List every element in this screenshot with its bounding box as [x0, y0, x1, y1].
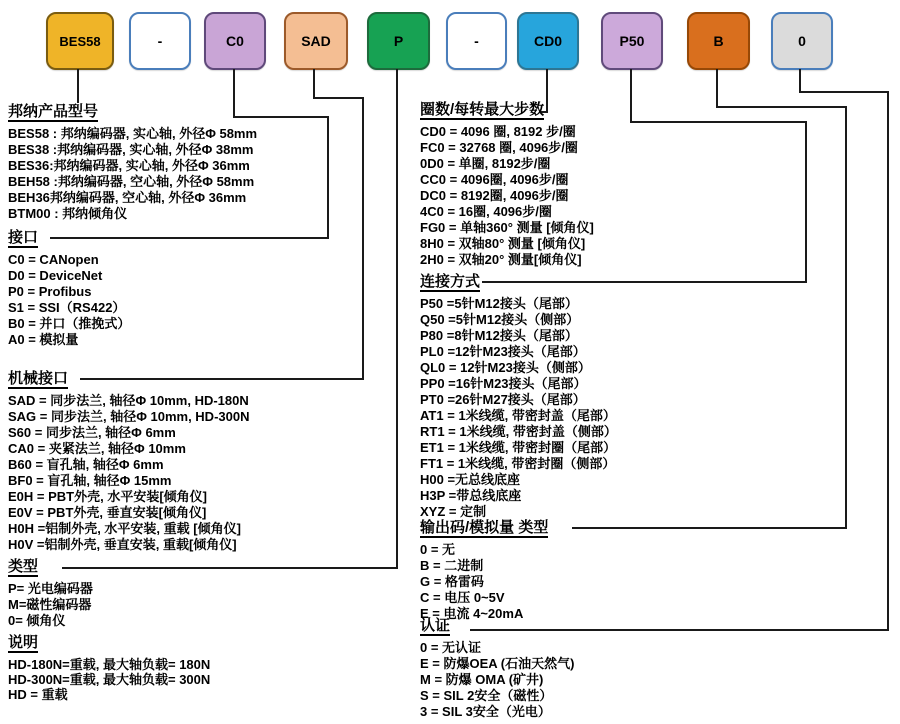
section-title: 邦纳产品型号 — [8, 103, 99, 120]
legend-item: FT1 = 1米线缆, 带密封圈（侧部） — [420, 456, 616, 471]
legend-item: 0= 倾角仪 — [8, 613, 66, 628]
legend-item: 2H0 = 双轴20° 测量[倾角仪] — [420, 252, 582, 267]
legend-item: CA0 = 夹紧法兰, 轴径Φ 10mm — [8, 441, 186, 456]
section-type — [8, 558, 93, 629]
connector-line — [845, 106, 847, 529]
legend-item: PP0 =16针M23接头（尾部） — [420, 376, 587, 391]
section-note — [8, 634, 210, 702]
legend-item: BTM00 : 邦纳倾角仪 — [8, 206, 128, 221]
legend-item: 3 = SIL 3安全（光电） — [420, 704, 551, 719]
code-box-c0: C0 — [204, 12, 266, 70]
section-title: 接口 — [8, 229, 39, 246]
legend-item: B60 = 盲孔轴, 轴径Φ 6mm — [8, 457, 164, 472]
legend-item: PL0 =12针M23接头（尾部） — [420, 344, 586, 359]
section-title: 圈数/每转最大步数 — [420, 101, 545, 118]
code-box-dash-2: - — [446, 12, 507, 70]
legend-item: S = SIL 2安全（磁性） — [420, 688, 553, 703]
legend-item: BES38 :邦纳编码器, 实心轴, 外径Φ 38mm — [8, 142, 254, 157]
section-title: 机械接口 — [8, 370, 69, 387]
connector-line — [799, 69, 801, 93]
code-box-p50: P50 — [601, 12, 663, 70]
connector-line — [805, 121, 807, 283]
legend-item: 0 = 无 — [420, 542, 456, 557]
section-product-model — [8, 103, 257, 222]
legend-item: 0 = 无认证 — [420, 640, 482, 655]
legend-item: DC0 = 8192圈, 4096步/圈 — [420, 188, 569, 203]
code-box-sad: SAD — [284, 12, 348, 70]
legend-item: P80 =8针M12接头（尾部） — [420, 328, 578, 343]
connector-line — [716, 106, 847, 108]
connector-line — [799, 91, 889, 93]
legend-item: FG0 = 单轴360° 测量 [倾角仪] — [420, 220, 594, 235]
section-title: 连接方式 — [420, 273, 481, 290]
connector-line — [630, 121, 807, 123]
section-interface — [8, 229, 130, 348]
legend-item: B = 二进制 — [420, 558, 484, 573]
legend-item: A0 = 模拟量 — [8, 332, 79, 347]
legend-item: QL0 = 12针M23接头（侧部） — [420, 360, 591, 375]
legend-item: BES36:邦纳编码器, 实心轴, 外径Φ 36mm — [8, 158, 250, 173]
legend-item: 0D0 = 单圈, 8192步/圈 — [420, 156, 551, 171]
section-connection — [420, 273, 617, 520]
legend-item: M = 防爆 OMA (矿井) — [420, 672, 544, 687]
section-title: 认证 — [420, 617, 451, 634]
legend-item: P= 光电编码器 — [8, 581, 93, 596]
connector-line — [716, 69, 718, 108]
legend-item: HD-180N=重载, 最大轴负载= 180N — [8, 657, 211, 672]
legend-item: CC0 = 4096圈, 4096步/圈 — [420, 172, 569, 187]
legend-item: FC0 = 32768 圈, 4096步/圈 — [420, 140, 578, 155]
legend-item: HD-300N=重载, 最大轴负载= 300N — [8, 672, 211, 687]
legend-item: 4C0 = 16圈, 4096步/圈 — [420, 204, 552, 219]
legend-item: P50 =5针M12接头（尾部） — [420, 296, 578, 311]
legend-item: S60 = 同步法兰, 轴径Φ 6mm — [8, 425, 176, 440]
section-turns-steps — [420, 101, 594, 268]
legend-item: H00 =无总线底座 — [420, 472, 521, 487]
legend-item: G = 格雷码 — [420, 574, 484, 589]
legend-item: SAD = 同步法兰, 轴径Φ 10mm, HD-180N — [8, 393, 249, 408]
code-box-cd0: CD0 — [517, 12, 579, 70]
legend-item: E0H = PBT外壳, 水平安装[倾角仪] — [8, 489, 207, 504]
connector-line — [887, 91, 889, 631]
legend-item: AT1 = 1米线缆, 带密封盖（尾部） — [420, 408, 616, 423]
connector-line — [313, 69, 315, 99]
section-certification — [420, 617, 574, 720]
connector-line — [396, 69, 398, 569]
legend-item: H3P =带总线底座 — [420, 488, 522, 503]
legend-item: PT0 =26针M27接头（尾部） — [420, 392, 586, 407]
legend-item: E = 防爆OEA (石油天然气) — [420, 656, 575, 671]
legend-item: ET1 = 1米线缆, 带密封圈（尾部） — [420, 440, 617, 455]
legend-item: BF0 = 盲孔轴, 轴径Φ 15mm — [8, 473, 172, 488]
section-title: 输出码/模拟量 类型 — [420, 519, 549, 536]
legend-item: RT1 = 1米线缆, 带密封盖（侧部） — [420, 424, 617, 439]
legend-item: E = 电流 4~20mA — [420, 606, 524, 621]
connector-line — [327, 116, 329, 239]
legend-item: P0 = Profibus — [8, 284, 92, 299]
section-output-code — [420, 519, 548, 622]
legend-item: XYZ = 定制 — [420, 504, 487, 519]
legend-item: BEH36邦纳编码器, 空心轴, 外径Φ 36mm — [8, 190, 247, 205]
legend-item: BES58 : 邦纳编码器, 实心轴, 外径Φ 58mm — [8, 126, 258, 141]
code-box-p: P — [367, 12, 430, 70]
connector-line — [77, 69, 79, 103]
legend-item: M=磁性编码器 — [8, 597, 92, 612]
section-mechanical-interface — [8, 370, 249, 553]
legend-item: C = 电压 0~5V — [420, 590, 505, 605]
code-box-bes58: BES58 — [46, 12, 114, 70]
legend-item: HD = 重载 — [8, 687, 68, 702]
legend-item: H0H =铝制外壳, 水平安装, 重载 [倾角仪] — [8, 521, 241, 536]
legend-item: E0V = PBT外壳, 垂直安装[倾角仪] — [8, 505, 207, 520]
section-title: 说明 — [8, 634, 39, 651]
connector-line — [572, 527, 847, 529]
legend-item: D0 = DeviceNet — [8, 268, 103, 283]
legend-item: BEH58 :邦纳编码器, 空心轴, 外径Φ 58mm — [8, 174, 255, 189]
code-box-dash-1: - — [129, 12, 191, 70]
legend-item: Q50 =5针M12接头（侧部） — [420, 312, 580, 327]
legend-item: S1 = SSI（RS422） — [8, 300, 126, 315]
code-box-b: B — [687, 12, 750, 70]
legend-item: SAG = 同步法兰, 轴径Φ 10mm, HD-300N — [8, 409, 250, 424]
legend-item: B0 = 并口（推挽式） — [8, 316, 131, 331]
legend-item: C0 = CANopen — [8, 252, 99, 267]
connector-line — [313, 97, 364, 99]
legend-item: CD0 = 4096 圈, 8192 步/圈 — [420, 124, 576, 139]
connector-line — [362, 97, 364, 380]
code-box-0: 0 — [771, 12, 833, 70]
section-title: 类型 — [8, 558, 39, 575]
legend-item: 8H0 = 双轴80° 测量 [倾角仪] — [420, 236, 586, 251]
connector-line — [630, 69, 632, 123]
connector-line — [62, 567, 398, 569]
legend-item: H0V =铝制外壳, 垂直安装, 重载[倾角仪] — [8, 537, 237, 552]
